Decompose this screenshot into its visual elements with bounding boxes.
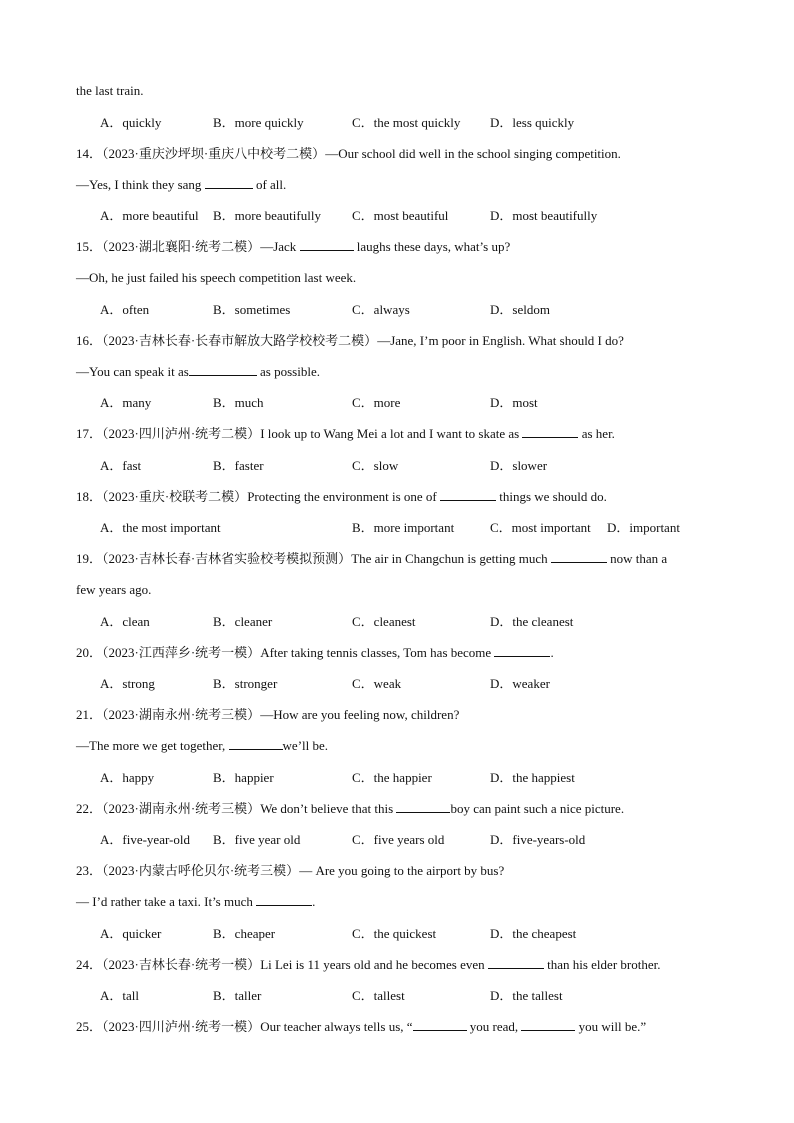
option-b: B．happier bbox=[213, 770, 274, 785]
option-b: B．taller bbox=[213, 988, 262, 1003]
continuation-line bbox=[76, 82, 144, 100]
answer-blank bbox=[413, 1018, 467, 1031]
stem-text: you read, bbox=[466, 1019, 522, 1034]
stem-text: Our teacher always tells us, “ bbox=[260, 1019, 413, 1034]
option-a: A．the most important bbox=[100, 520, 221, 535]
stem-text: We don’t believe that this bbox=[260, 801, 397, 816]
lead-text: the last train. bbox=[76, 83, 144, 98]
option-a: A．happy bbox=[100, 770, 155, 785]
option-d: D．most beautifully bbox=[490, 208, 598, 223]
stem-text: The air in Changchun is getting much bbox=[351, 551, 551, 566]
stem-text: few years ago. bbox=[76, 582, 152, 597]
question-21-line2 bbox=[76, 737, 328, 755]
question-number: 16． bbox=[76, 333, 103, 348]
option-c: C．tallest bbox=[352, 988, 405, 1003]
option-d: D．five-years-old bbox=[490, 832, 586, 847]
stem-text: —Our school did well in the school singing competition. bbox=[325, 146, 621, 161]
stem-text: Li Lei is 11 years old and he becomes even bbox=[260, 957, 488, 972]
answer-blank bbox=[300, 238, 354, 251]
stem-text: of all. bbox=[252, 177, 287, 192]
stem-text: now than a bbox=[606, 551, 668, 566]
option-c: C．slow bbox=[352, 458, 399, 473]
question-25-stem bbox=[76, 1018, 646, 1036]
question-source: （2023·内蒙古呼伦贝尔·统考三模） bbox=[102, 863, 300, 878]
question-14-stem bbox=[76, 145, 621, 163]
question-source: （2023·湖南永州·统考三模） bbox=[102, 801, 261, 816]
question-16-line2 bbox=[76, 363, 320, 381]
question-number: 20． bbox=[76, 645, 103, 660]
option-a: A．often bbox=[100, 302, 150, 317]
option-b: B．more important bbox=[352, 520, 455, 535]
stem-text: you will be.” bbox=[575, 1019, 647, 1034]
question-source: （2023·湖北襄阳·统考二模） bbox=[102, 239, 261, 254]
answer-blank bbox=[521, 1018, 575, 1031]
option-b: B．much bbox=[213, 395, 264, 410]
stem-text: boy can paint such a nice picture. bbox=[450, 801, 625, 816]
option-a: A．strong bbox=[100, 676, 155, 691]
question-source: （2023·四川泸州·统考一模） bbox=[102, 1019, 261, 1034]
stem-text: — Are you going to the airport by bus? bbox=[299, 863, 505, 878]
option-a: A．tall bbox=[100, 988, 139, 1003]
option-d: D．less quickly bbox=[490, 115, 575, 130]
option-b: B．more beautifully bbox=[213, 208, 321, 223]
question-source: （2023·吉林长春·吉林省实验校考模拟预测） bbox=[102, 551, 352, 566]
option-d: D．the tallest bbox=[490, 988, 563, 1003]
option-d: D．the happiest bbox=[490, 770, 575, 785]
answer-blank bbox=[494, 644, 550, 657]
option-a: A．fast bbox=[100, 458, 142, 473]
stem-text: . bbox=[550, 645, 554, 660]
option-c: C．most important bbox=[490, 520, 591, 535]
option-c: C．weak bbox=[352, 676, 402, 691]
answer-blank bbox=[396, 800, 450, 813]
option-d: D．important bbox=[607, 520, 680, 535]
option-a: A．five-year-old bbox=[100, 832, 190, 847]
stem-text: Protecting the environment is one of bbox=[247, 489, 440, 504]
stem-text: things we should do. bbox=[495, 489, 607, 504]
option-b: B．faster bbox=[213, 458, 264, 473]
option-c: C．more bbox=[352, 395, 401, 410]
question-22-stem bbox=[76, 800, 624, 818]
question-number: 14． bbox=[76, 146, 103, 161]
stem-text: —Oh, he just failed his speech competition last week. bbox=[76, 270, 357, 285]
option-d: D．most bbox=[490, 395, 538, 410]
question-number: 22． bbox=[76, 801, 103, 816]
option-a: A．quicker bbox=[100, 926, 162, 941]
option-c: C．most beautiful bbox=[352, 208, 449, 223]
option-b: B．cleaner bbox=[213, 614, 273, 629]
stem-text: —Yes, I think they sang bbox=[76, 177, 205, 192]
option-b: B．more quickly bbox=[213, 115, 304, 130]
question-18-stem bbox=[76, 488, 607, 506]
answer-blank bbox=[488, 956, 544, 969]
stem-text: —The more we get together, bbox=[76, 738, 229, 753]
question-number: 21． bbox=[76, 707, 103, 722]
question-number: 18． bbox=[76, 489, 103, 504]
question-number: 19． bbox=[76, 551, 103, 566]
option-d: D．seldom bbox=[490, 302, 550, 317]
stem-text: I look up to Wang Mei a lot and I want to skate as bbox=[260, 426, 523, 441]
option-b: B．cheaper bbox=[213, 926, 276, 941]
question-number: 17． bbox=[76, 426, 103, 441]
option-d: D．slower bbox=[490, 458, 548, 473]
question-14-line2 bbox=[76, 176, 286, 194]
question-15-line2 bbox=[76, 269, 356, 287]
option-c: C．always bbox=[352, 302, 410, 317]
option-c: C．five years old bbox=[352, 832, 445, 847]
question-19-stem bbox=[76, 550, 667, 568]
stem-text: —How are you feeling now, children? bbox=[260, 707, 460, 722]
option-d: D．the cheapest bbox=[490, 926, 577, 941]
stem-text: . bbox=[312, 894, 316, 909]
stem-text: we’ll be. bbox=[282, 738, 329, 753]
question-number: 24． bbox=[76, 957, 103, 972]
option-b: B．five year old bbox=[213, 832, 301, 847]
answer-blank bbox=[189, 363, 257, 376]
option-c: C．the most quickly bbox=[352, 115, 461, 130]
stem-text: — I’d rather take a taxi. It’s much bbox=[76, 894, 257, 909]
option-b: B．sometimes bbox=[213, 302, 291, 317]
option-c: C．the happier bbox=[352, 770, 432, 785]
question-source: （2023·重庆沙坪坝·重庆八中校考二模） bbox=[102, 146, 326, 161]
option-a: A．clean bbox=[100, 614, 150, 629]
option-d: D．the cleanest bbox=[490, 614, 574, 629]
answer-blank bbox=[551, 550, 607, 563]
question-21-stem bbox=[76, 706, 459, 724]
answer-blank bbox=[229, 737, 283, 750]
stem-text: as possible. bbox=[256, 364, 320, 379]
stem-text: —You can speak it as bbox=[76, 364, 189, 379]
option-a: A．more beautiful bbox=[100, 208, 199, 223]
question-24-stem bbox=[76, 956, 660, 974]
question-16-stem bbox=[76, 332, 624, 350]
answer-blank bbox=[256, 893, 312, 906]
answer-blank bbox=[440, 488, 496, 501]
question-source: （2023·湖南永州·统考三模） bbox=[102, 707, 261, 722]
stem-text: After taking tennis classes, Tom has become bbox=[260, 645, 495, 660]
stem-text: —Jack bbox=[260, 239, 300, 254]
question-23-stem bbox=[76, 862, 504, 880]
question-source: （2023·吉林长春·长春市解放大路学校校考二模） bbox=[102, 333, 378, 348]
question-15-stem bbox=[76, 238, 510, 256]
question-number: 23． bbox=[76, 863, 103, 878]
option-c: C．the quickest bbox=[352, 926, 437, 941]
question-20-stem bbox=[76, 644, 554, 662]
option-a: A．many bbox=[100, 395, 152, 410]
question-19-line2 bbox=[76, 581, 151, 599]
stem-text: laughs these days, what’s up? bbox=[353, 239, 511, 254]
option-c: C．cleanest bbox=[352, 614, 416, 629]
question-source: （2023·四川泸州·统考二模） bbox=[102, 426, 261, 441]
question-source: （2023·江西萍乡·统考一模） bbox=[102, 645, 261, 660]
question-17-stem bbox=[76, 425, 615, 443]
option-a: A．quickly bbox=[100, 115, 162, 130]
answer-blank bbox=[522, 425, 578, 438]
stem-text: —Jane, I’m poor in English. What should I do? bbox=[377, 333, 624, 348]
option-d: D．weaker bbox=[490, 676, 550, 691]
question-source: （2023·重庆·校联考二模） bbox=[102, 489, 248, 504]
question-number: 25． bbox=[76, 1019, 103, 1034]
question-number: 15． bbox=[76, 239, 103, 254]
question-23-line2 bbox=[76, 893, 315, 911]
answer-blank bbox=[205, 176, 253, 189]
stem-text: as her. bbox=[578, 426, 615, 441]
stem-text: than his elder brother. bbox=[543, 957, 661, 972]
question-source: （2023·吉林长春·统考一模） bbox=[102, 957, 261, 972]
option-b: B．stronger bbox=[213, 676, 278, 691]
